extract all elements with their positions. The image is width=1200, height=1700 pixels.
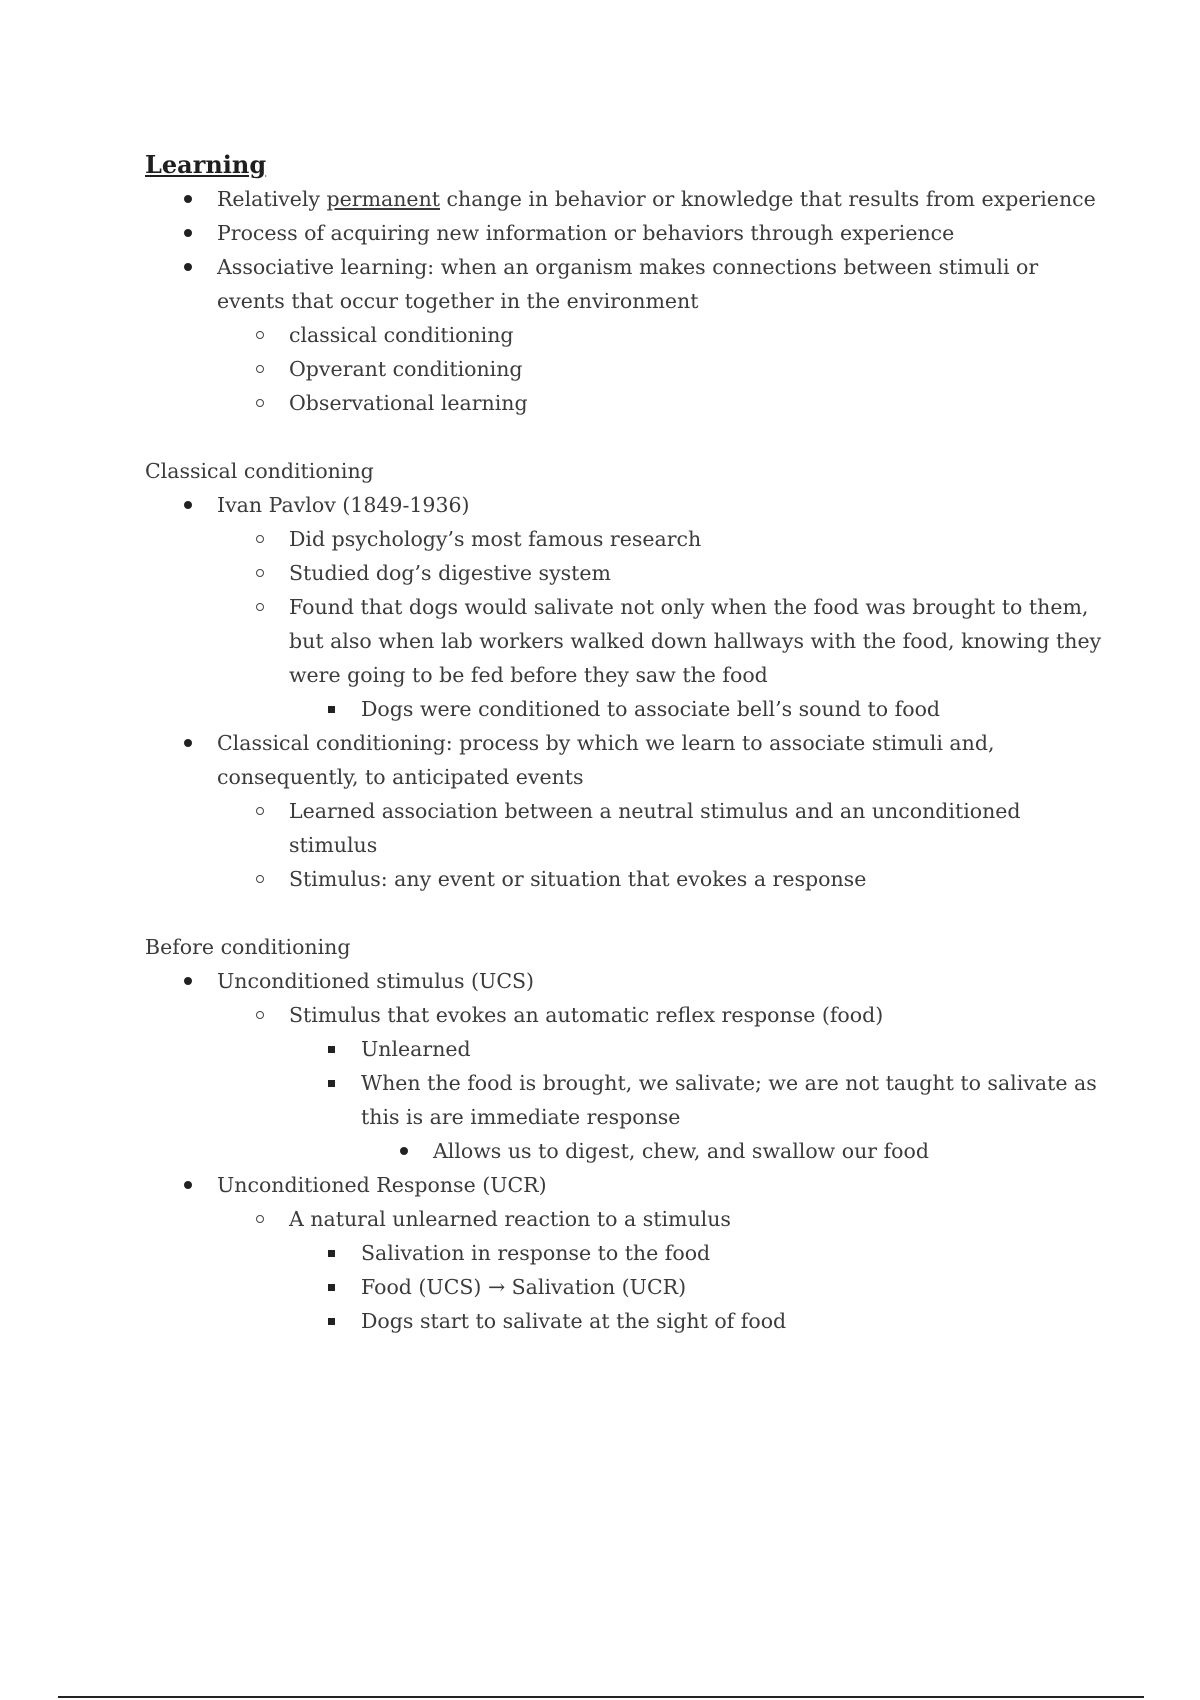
list-item: [145, 352, 1105, 386]
square-bullet-icon: [325, 1032, 345, 1066]
page-title: Learning: [145, 150, 267, 179]
list-item-text: Unconditioned Response (UCR): [217, 1173, 547, 1197]
document-body: [145, 148, 1105, 1338]
list-item-text: Stimulus that evokes an automatic reflex response (food): [289, 1003, 884, 1027]
circle-bullet-icon: [253, 352, 273, 386]
list-item: [145, 250, 1105, 318]
list-item-text: Unlearned: [361, 1037, 471, 1061]
list-item: [145, 1134, 1105, 1168]
list-item-text: Classical conditioning: process by which we learn to associate stimuli and, consequently, to anticipated events: [217, 731, 995, 789]
list-item-text: Dogs start to salivate at the sight of food: [361, 1309, 787, 1333]
list-item-text: Food (UCS) → Salivation (UCR): [361, 1275, 687, 1299]
circle-bullet-icon: [253, 1202, 273, 1236]
section-heading-before: Before conditioning: [145, 935, 351, 959]
list-item: [145, 1236, 1105, 1270]
list-item-text: Dogs were conditioned to associate bell’s sound to food: [361, 697, 941, 721]
list-item-text: Salivation in response to the food: [361, 1241, 711, 1265]
list-item: [145, 216, 1105, 250]
list-item-text: Allows us to digest, chew, and swallow our food: [433, 1139, 929, 1163]
circle-bullet-icon: [253, 556, 273, 590]
square-bullet-icon: [325, 1066, 345, 1100]
list-item: [145, 1304, 1105, 1338]
list-item: [145, 488, 1105, 522]
list-item-text: When the food is brought, we salivate; we are not taught to salivate as this is are immediate response: [361, 1071, 1097, 1129]
list-item-text: Process of acquiring new information or behaviors through experience: [217, 221, 955, 245]
bullet-icon: [181, 182, 201, 216]
bullet-icon: [181, 964, 201, 998]
bullet-icon: [181, 488, 201, 522]
list-item: [145, 1202, 1105, 1236]
footer-divider: [58, 1696, 1144, 1698]
list-item: [145, 998, 1105, 1032]
list-item: [145, 726, 1105, 794]
bullet-icon: [397, 1134, 417, 1168]
list-item-text: classical conditioning: [289, 323, 514, 347]
square-bullet-icon: [325, 1304, 345, 1338]
list-item: [145, 1066, 1105, 1134]
list-item: [145, 318, 1105, 352]
list-item: [145, 182, 1105, 216]
section-heading-classical: Classical conditioning: [145, 459, 374, 483]
list-item: [145, 590, 1105, 692]
bullet-icon: [181, 250, 201, 284]
list-item-text: Observational learning: [289, 391, 528, 415]
list-item: [145, 1168, 1105, 1202]
circle-bullet-icon: [253, 318, 273, 352]
learning-list: [145, 182, 1105, 420]
list-item: [145, 794, 1105, 862]
square-bullet-icon: [325, 1236, 345, 1270]
list-item-text: change in behavior or knowledge that results from experience: [440, 187, 1096, 211]
list-item: [145, 1270, 1105, 1304]
list-item: [145, 386, 1105, 420]
list-item: [145, 862, 1105, 896]
list-item-text: Opverant conditioning: [289, 357, 523, 381]
list-item-text: Learned association between a neutral stimulus and an unconditioned stimulus: [289, 799, 1021, 857]
before-list: [145, 964, 1105, 1338]
list-item: [145, 692, 1105, 726]
classical-list: [145, 488, 1105, 896]
list-item-text: Unconditioned stimulus (UCS): [217, 969, 535, 993]
circle-bullet-icon: [253, 590, 273, 624]
list-item-text: Ivan Pavlov (1849-1936): [217, 493, 470, 517]
bullet-icon: [181, 1168, 201, 1202]
circle-bullet-icon: [253, 862, 273, 896]
list-item-text: Stimulus: any event or situation that evokes a response: [289, 867, 867, 891]
bullet-icon: [181, 216, 201, 250]
circle-bullet-icon: [253, 386, 273, 420]
bullet-icon: [181, 726, 201, 760]
list-item-text: A natural unlearned reaction to a stimulus: [289, 1207, 731, 1231]
list-item: [145, 522, 1105, 556]
underlined-word: permanent: [326, 187, 441, 211]
list-item-text: Associative learning: when an organism makes connections between stimuli or events that occur together in the environment: [217, 255, 1039, 313]
list-item: [145, 1032, 1105, 1066]
list-item: [145, 964, 1105, 998]
square-bullet-icon: [325, 1270, 345, 1304]
list-item-text: Found that dogs would salivate not only when the food was brought to them, but also when lab workers walked down hallways with the food, knowing they were going to be fed before they saw the food: [289, 595, 1102, 687]
list-item-text: Relatively: [217, 187, 327, 211]
list-item-text: Studied dog’s digestive system: [289, 561, 611, 585]
list-item: [145, 556, 1105, 590]
circle-bullet-icon: [253, 794, 273, 828]
circle-bullet-icon: [253, 522, 273, 556]
square-bullet-icon: [325, 692, 345, 726]
circle-bullet-icon: [253, 998, 273, 1032]
list-item-text: Did psychology’s most famous research: [289, 527, 702, 551]
